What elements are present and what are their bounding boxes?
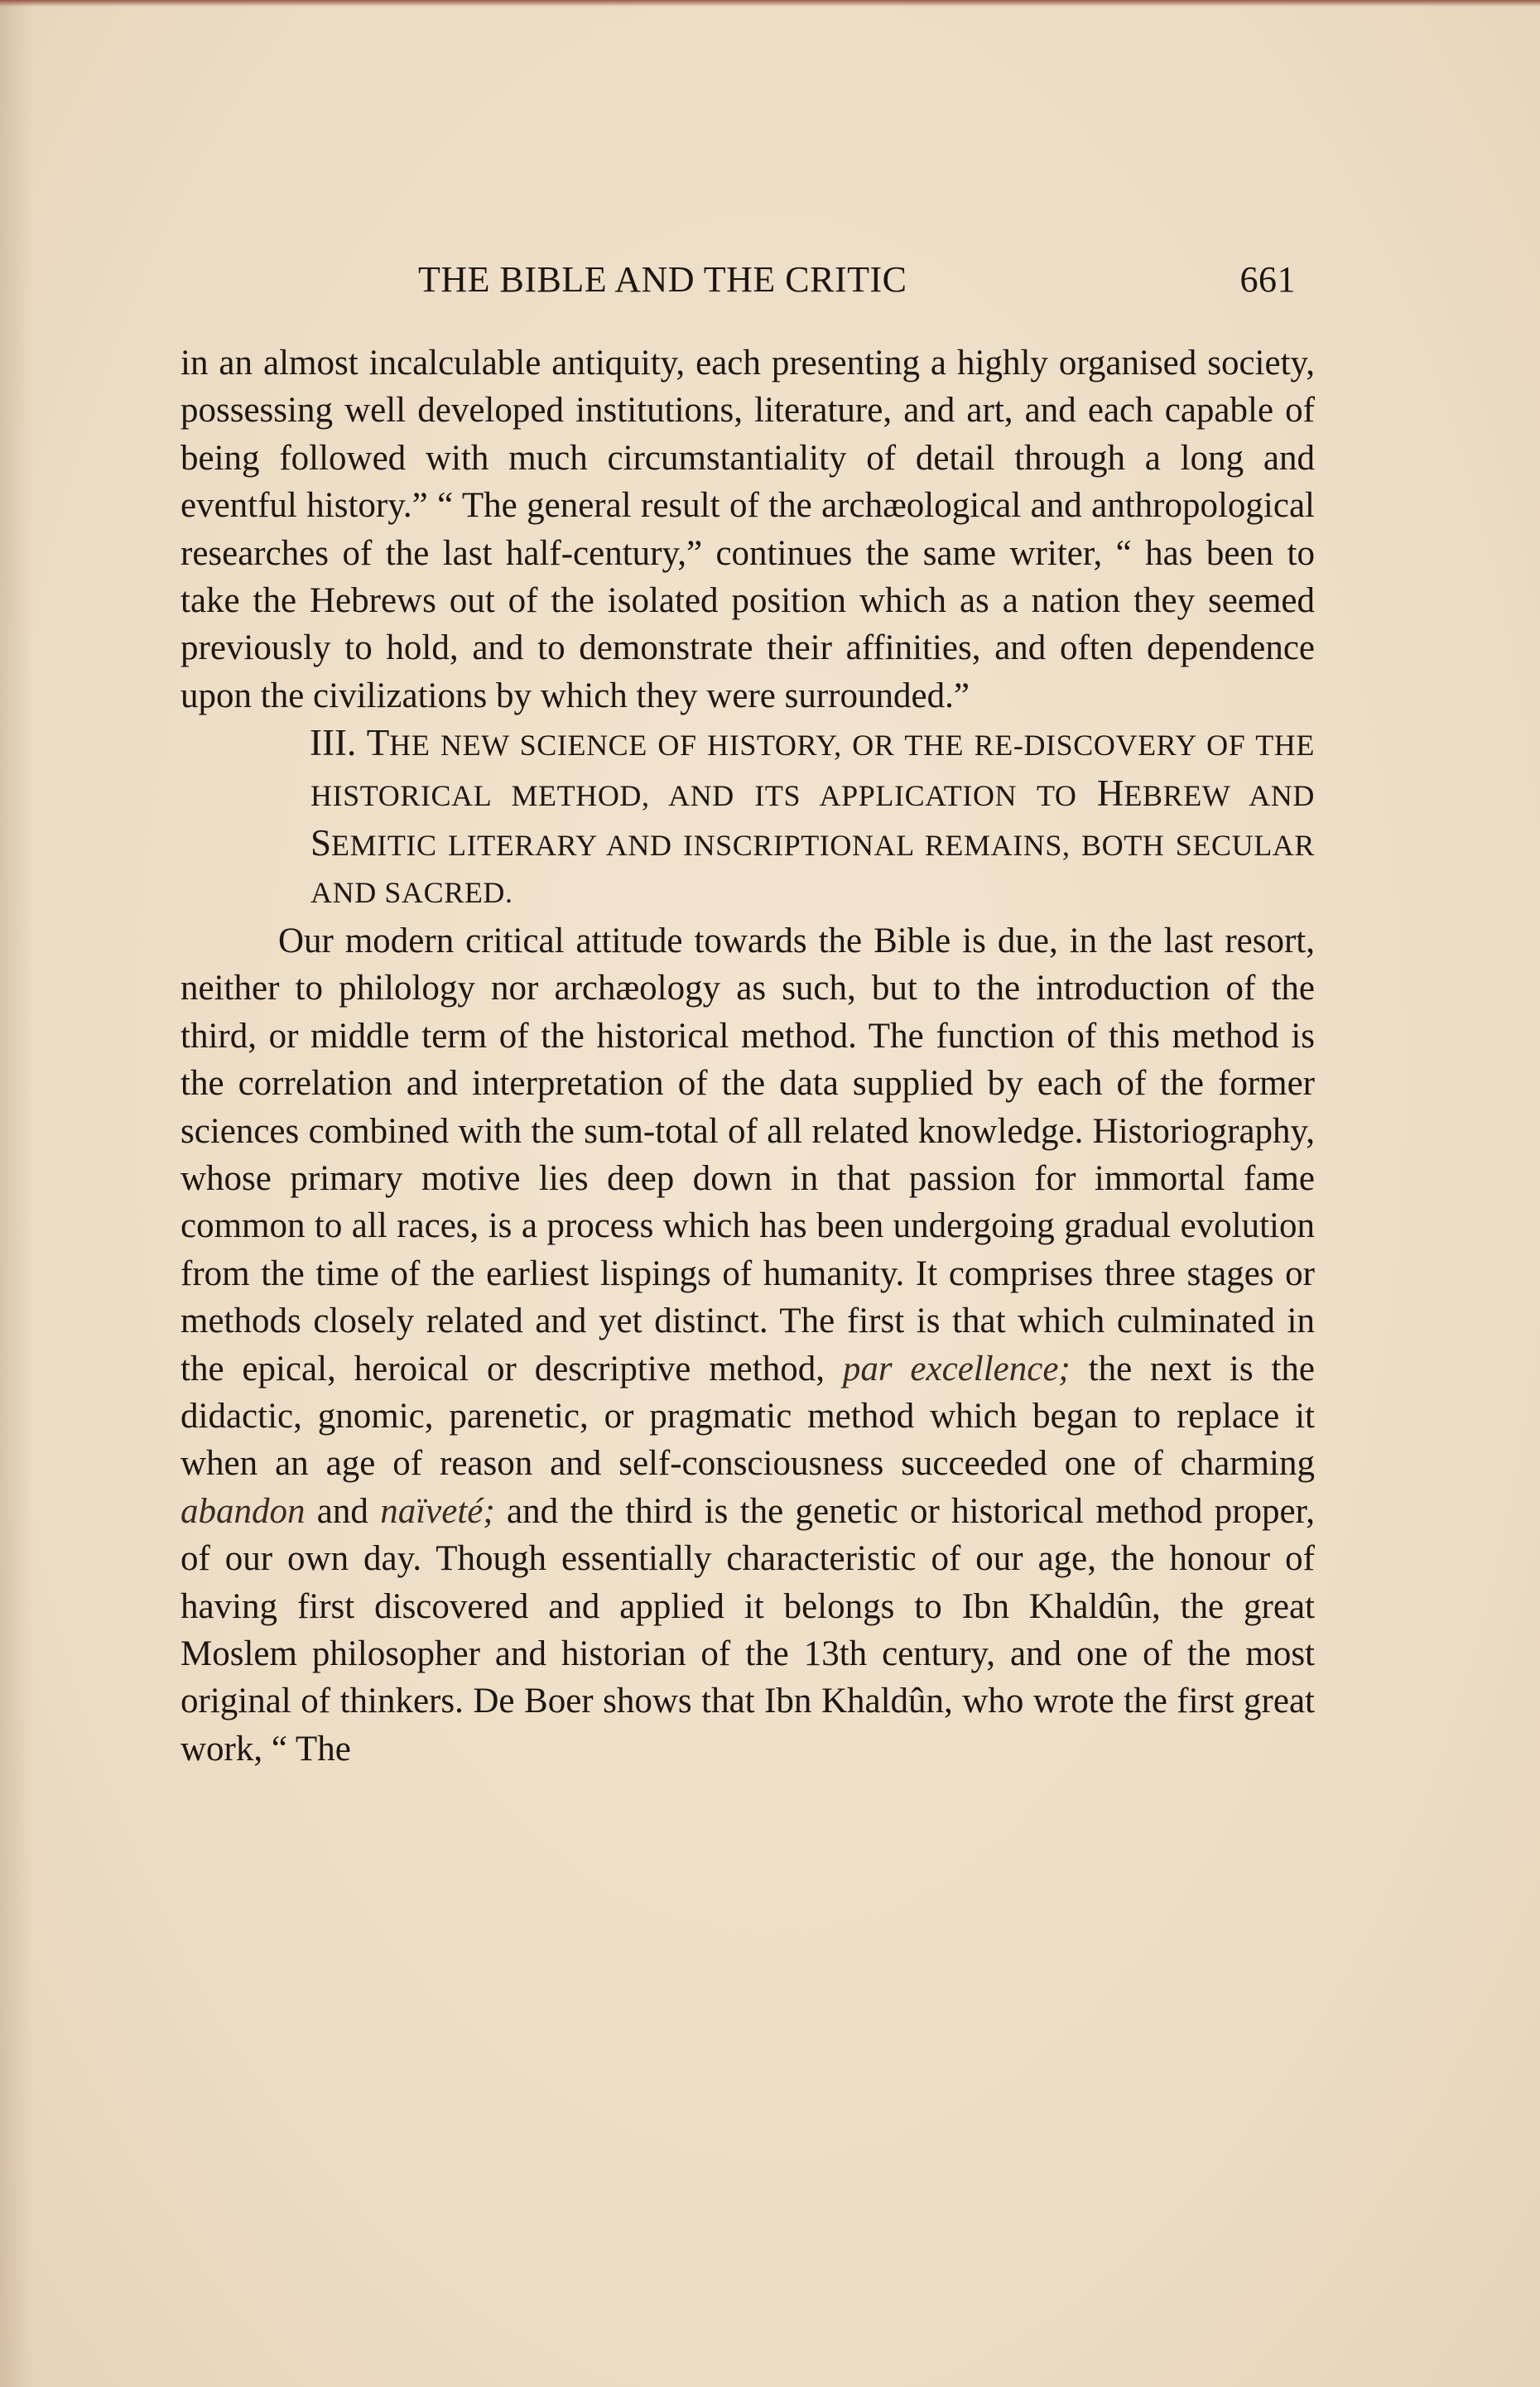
- section-heading: [180, 719, 1315, 917]
- heading-initial-t: T: [366, 722, 390, 764]
- running-title: THE BIBLE AND THE CRITIC: [418, 259, 907, 300]
- page-top-edge: [0, 0, 1540, 7]
- para2-text-3: and: [305, 1491, 381, 1531]
- heading-text-3: EMITIC LITERARY AND INSCRIPTIONAL REMAINS, BOTH SECULAR AND SACRED.: [310, 829, 1315, 910]
- heading-text-2: EBREW AND: [1124, 778, 1315, 812]
- italic-naivete: naïveté;: [380, 1491, 495, 1531]
- para2-text-2: the next is the didactic, gnomic, parenetic, or pragmatic method which began to replace it when an age of reason and self-consciousness succeeded one of charming: [180, 1349, 1316, 1484]
- heading-text-1: HE NEW SCIENCE OF HISTORY, OR THE RE-DISCOVERY OF THE HISTORICAL METHOD, AND ITS APPLICATION TO: [310, 729, 1315, 812]
- paragraph-historical-method: [180, 917, 1315, 1773]
- para2-text-4: and the third is the genetic or historical method proper, of our own day. Though essentially characteristic of our age, the honour of having first discovered and applied it belongs to Ibn Khaldûn, the great Moslem philosopher and historian of the 13th century, and one of the most original of thinkers. De Boer shows that Ibn Khaldûn, who wrote the first great work, “ The: [180, 1491, 1315, 1769]
- heading-initial-h: H: [1096, 772, 1124, 814]
- page-number: 661: [1239, 259, 1296, 300]
- italic-par-excellence: par excellence;: [842, 1349, 1071, 1388]
- section-numeral: III.: [310, 722, 357, 764]
- body-text: [180, 339, 1315, 1773]
- para2-text-1: Our modern critical attitude towards the Bible is due, in the last resort, neither to philology nor archæology as such, but to the introduction of the third, or middle term of the historical method. The function of this method is the correlation and interpretation of the data supplied by each of the former sciences combined with the sum-total of all related knowledge. Historiography, whose primary motive lies deep down in that passion for immortal fame common to all races, is a process which has been undergoing gradual evolution from the time of the earliest lispings of humanity. It comprises three stages or methods closely related and yet distinct. The first is that which culminated in the epical, heroical or descriptive method,: [180, 921, 1315, 1388]
- running-header: [418, 258, 1296, 308]
- italic-abandon: abandon: [180, 1491, 306, 1531]
- heading-initial-s: S: [310, 822, 332, 864]
- paragraph-continued: in an almost incalculable antiquity, each presenting a highly organised society, possessing well developed institutions, literature, and art, and each capable of being followed with much circumstantiality of detail through a long and eventful history.” “ The general result of the archæological and anthropological researches of the last half-century,” continues the same writer, “ has been to take the Hebrews out of the isolated position which as a nation they seemed previously to hold, and to demonstrate their affinities, and often dependence upon the civilizations by which they were surrounded.”: [180, 344, 1315, 715]
